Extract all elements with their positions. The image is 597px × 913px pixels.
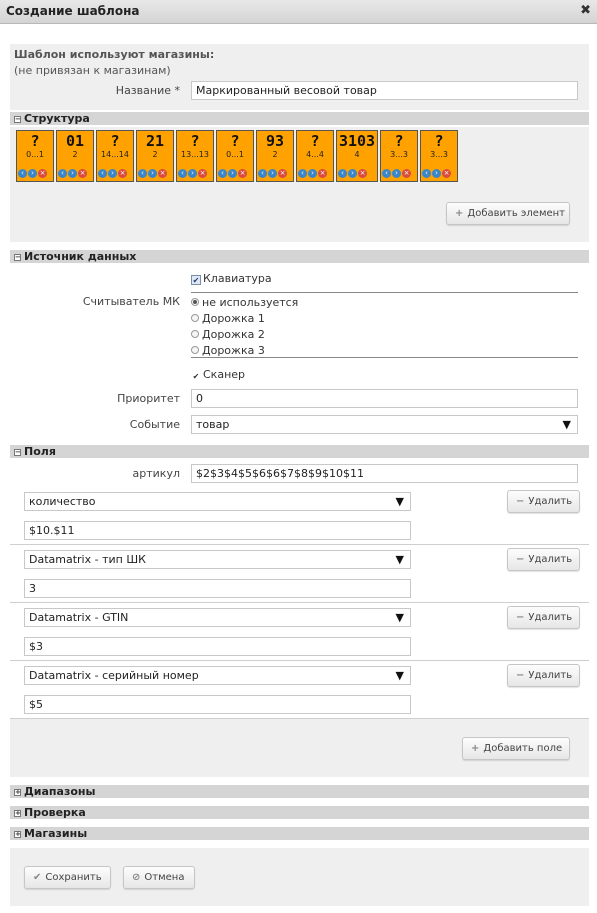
scanner-label: Сканер bbox=[203, 368, 246, 381]
section-title: Проверка bbox=[24, 806, 86, 819]
field-type-value: Datamatrix - тип ШК bbox=[29, 553, 146, 566]
tile-code: ? bbox=[230, 132, 240, 150]
section-header-stores[interactable] bbox=[10, 827, 589, 840]
field-type-value: количество bbox=[29, 495, 96, 508]
move-right-icon[interactable]: › bbox=[308, 169, 317, 178]
tile-length: 2 bbox=[152, 150, 158, 159]
structure-tile[interactable] bbox=[176, 130, 214, 182]
keyboard-checkbox[interactable] bbox=[191, 272, 272, 285]
expand-icon[interactable]: + bbox=[15, 830, 21, 838]
tile-length: 13...13 bbox=[181, 150, 209, 159]
structure-tile[interactable] bbox=[136, 130, 174, 182]
field-separator bbox=[10, 544, 589, 545]
priority-input[interactable]: 0 bbox=[191, 389, 578, 408]
move-left-icon[interactable]: ‹ bbox=[382, 169, 391, 178]
dialog-title: Создание шаблона bbox=[6, 4, 140, 18]
field-separator bbox=[10, 660, 589, 661]
structure-tile[interactable] bbox=[380, 130, 418, 182]
structure-tile[interactable] bbox=[96, 130, 134, 182]
tile-length: 4...4 bbox=[306, 150, 324, 159]
tile-code: ? bbox=[110, 132, 120, 150]
dropdown-arrow-icon[interactable]: ▼ bbox=[395, 611, 404, 624]
dropdown-arrow-icon[interactable]: ▼ bbox=[562, 418, 571, 431]
delete-field-button[interactable] bbox=[507, 664, 580, 687]
dialog-titlebar bbox=[0, 0, 597, 24]
delete-icon[interactable]: × bbox=[199, 169, 206, 177]
tile-code: ? bbox=[190, 132, 200, 150]
tile-code: 01 bbox=[65, 132, 85, 150]
reader-option-label: Дорожка 3 bbox=[202, 344, 265, 357]
delete-field-button[interactable] bbox=[507, 548, 580, 571]
dropdown-arrow-icon[interactable]: ▼ bbox=[395, 669, 404, 682]
move-right-icon[interactable]: › bbox=[348, 169, 357, 178]
field-type-select[interactable] bbox=[24, 666, 411, 685]
checkbox-checked-icon[interactable]: ✔ bbox=[192, 276, 200, 285]
name-input[interactable]: Маркированный весовой товар bbox=[191, 81, 578, 100]
keyboard-label: Клавиатура bbox=[203, 272, 272, 285]
section-header-structure[interactable] bbox=[10, 112, 589, 125]
delete-field-button[interactable] bbox=[507, 490, 580, 513]
plus-icon: + bbox=[471, 743, 480, 754]
move-left-icon[interactable]: ‹ bbox=[18, 169, 27, 178]
tile-controls bbox=[422, 169, 452, 179]
article-label: артикул bbox=[132, 467, 180, 480]
structure-tile[interactable] bbox=[256, 130, 294, 182]
reader-option[interactable] bbox=[191, 344, 265, 357]
minus-icon: − bbox=[516, 554, 525, 565]
move-left-icon[interactable]: ‹ bbox=[338, 169, 347, 178]
structure-tile[interactable] bbox=[296, 130, 334, 182]
field-type-select[interactable] bbox=[24, 492, 411, 511]
move-right-icon[interactable]: › bbox=[188, 169, 197, 178]
tile-code: ? bbox=[394, 132, 404, 150]
section-title: Магазины bbox=[24, 827, 88, 840]
minus-icon: − bbox=[516, 496, 525, 507]
move-left-icon[interactable]: ‹ bbox=[218, 169, 227, 178]
collapse-icon[interactable]: − bbox=[15, 448, 21, 456]
section-header-check[interactable] bbox=[10, 806, 589, 819]
scanner-checkbox[interactable] bbox=[191, 368, 245, 382]
tile-controls bbox=[138, 169, 168, 179]
section-title: Поля bbox=[24, 445, 56, 458]
field-type-select[interactable] bbox=[24, 608, 411, 627]
move-left-icon[interactable]: ‹ bbox=[258, 169, 267, 178]
minus-icon: − bbox=[516, 670, 525, 681]
move-right-icon[interactable]: › bbox=[28, 169, 37, 178]
tile-code: 3103 bbox=[338, 132, 376, 150]
structure-tile[interactable] bbox=[420, 130, 458, 182]
tile-code: ? bbox=[30, 132, 40, 150]
delete-icon[interactable]: × bbox=[79, 169, 86, 177]
delete-label: Удалить bbox=[528, 554, 573, 565]
move-right-icon[interactable]: › bbox=[108, 169, 117, 178]
tile-length: 0...1 bbox=[226, 150, 244, 159]
tile-length: 14...14 bbox=[101, 150, 129, 159]
radio-icon[interactable] bbox=[191, 330, 199, 338]
tile-controls bbox=[178, 169, 208, 179]
radio-icon[interactable] bbox=[191, 346, 199, 354]
tile-code: ? bbox=[434, 132, 444, 150]
structure-tile[interactable] bbox=[216, 130, 254, 182]
delete-label: Удалить bbox=[528, 496, 573, 507]
radio-selected-icon[interactable] bbox=[191, 298, 199, 306]
delete-label: Удалить bbox=[528, 612, 573, 623]
delete-icon[interactable]: × bbox=[279, 169, 286, 177]
move-right-icon[interactable]: › bbox=[68, 169, 77, 178]
dropdown-arrow-icon[interactable]: ▼ bbox=[395, 553, 404, 566]
section-title: Источник данных bbox=[24, 250, 137, 263]
structure-tile[interactable] bbox=[336, 130, 378, 182]
delete-icon[interactable]: × bbox=[359, 169, 366, 177]
reader-label: Считыватель МК bbox=[82, 295, 180, 308]
checkbox-checked-icon[interactable]: ✔ bbox=[192, 372, 200, 381]
delete-icon[interactable]: × bbox=[119, 169, 126, 177]
reader-option[interactable] bbox=[191, 328, 265, 341]
add-element-label: Добавить элемент bbox=[467, 208, 565, 219]
radio-icon[interactable] bbox=[191, 314, 199, 322]
reader-option-label: Дорожка 1 bbox=[202, 312, 265, 325]
reader-option-label: не используется bbox=[202, 296, 299, 309]
save-button[interactable] bbox=[24, 866, 111, 889]
check-icon: ✔ bbox=[33, 872, 42, 883]
tile-code: ? bbox=[310, 132, 320, 150]
cancel-button[interactable] bbox=[123, 866, 195, 889]
stores-heading: Шаблон используют магазины: bbox=[14, 48, 215, 61]
article-input[interactable]: $2$3$4$5$6$6$7$8$9$10$11 bbox=[191, 464, 578, 483]
move-left-icon[interactable]: ‹ bbox=[138, 169, 147, 178]
structure-tile[interactable] bbox=[16, 130, 54, 182]
section-header-fields[interactable] bbox=[10, 445, 589, 458]
tile-controls bbox=[218, 169, 248, 179]
event-value: товар bbox=[196, 418, 230, 431]
tile-controls bbox=[98, 169, 128, 179]
move-right-icon[interactable]: › bbox=[268, 169, 277, 178]
field-value-input[interactable]: $10.$11 bbox=[24, 521, 411, 540]
delete-icon[interactable]: × bbox=[319, 169, 326, 177]
tile-controls bbox=[58, 169, 88, 179]
field-value-input[interactable]: 3 bbox=[24, 579, 411, 598]
tile-controls bbox=[18, 169, 48, 179]
tile-controls bbox=[258, 169, 288, 179]
section-title: Диапазоны bbox=[24, 785, 96, 798]
move-right-icon[interactable]: › bbox=[148, 169, 157, 178]
name-label: Название * bbox=[115, 84, 180, 97]
delete-label: Удалить bbox=[528, 670, 573, 681]
move-left-icon[interactable]: ‹ bbox=[98, 169, 107, 178]
delete-icon[interactable]: × bbox=[403, 169, 410, 177]
move-right-icon[interactable]: › bbox=[228, 169, 237, 178]
stores-note: (не привязан к магазинам) bbox=[14, 64, 171, 77]
delete-icon[interactable]: × bbox=[443, 169, 450, 177]
field-type-select[interactable] bbox=[24, 550, 411, 569]
expand-icon[interactable]: + bbox=[15, 809, 21, 817]
field-separator bbox=[10, 602, 589, 603]
tile-controls bbox=[298, 169, 328, 179]
section-title: Структура bbox=[24, 112, 90, 125]
delete-icon[interactable]: × bbox=[159, 169, 166, 177]
structure-tile[interactable] bbox=[56, 130, 94, 182]
close-icon[interactable]: ✖ bbox=[580, 3, 591, 18]
move-right-icon[interactable]: › bbox=[432, 169, 441, 178]
section-header-source[interactable] bbox=[10, 250, 589, 263]
section-header-ranges[interactable] bbox=[10, 785, 589, 798]
tile-length: 3...3 bbox=[430, 150, 448, 159]
expand-icon[interactable]: + bbox=[15, 788, 21, 796]
event-label: Событие bbox=[129, 418, 180, 431]
tile-length: 2 bbox=[272, 150, 278, 159]
move-right-icon[interactable]: › bbox=[392, 169, 401, 178]
delete-icon[interactable]: × bbox=[39, 169, 46, 177]
tile-controls bbox=[338, 169, 368, 179]
tile-length: 3...3 bbox=[390, 150, 408, 159]
event-select[interactable] bbox=[191, 415, 578, 434]
reader-option[interactable] bbox=[191, 312, 265, 325]
field-type-value: Datamatrix - серийный номер bbox=[29, 669, 199, 682]
collapse-icon[interactable]: − bbox=[15, 253, 21, 261]
field-type-value: Datamatrix - GTIN bbox=[29, 611, 129, 624]
delete-field-button[interactable] bbox=[507, 606, 580, 629]
add-field-label: Добавить поле bbox=[483, 743, 563, 754]
minus-icon: − bbox=[516, 612, 525, 623]
field-value-input[interactable]: $5 bbox=[24, 695, 411, 714]
save-label: Сохранить bbox=[45, 872, 102, 883]
add-element-button[interactable] bbox=[446, 202, 570, 225]
dropdown-arrow-icon[interactable]: ▼ bbox=[395, 495, 404, 508]
field-value-input[interactable]: $3 bbox=[24, 637, 411, 656]
tile-length: 4 bbox=[354, 150, 360, 159]
tile-controls bbox=[382, 169, 412, 179]
move-left-icon[interactable]: ‹ bbox=[58, 169, 67, 178]
tile-code: 21 bbox=[145, 132, 165, 150]
delete-icon[interactable]: × bbox=[239, 169, 246, 177]
reader-option-label: Дорожка 2 bbox=[202, 328, 265, 341]
collapse-icon[interactable]: − bbox=[15, 115, 21, 123]
plus-icon: + bbox=[455, 208, 464, 219]
tile-code: 93 bbox=[265, 132, 285, 150]
divider bbox=[191, 357, 578, 358]
cancel-icon: ⊘ bbox=[132, 872, 141, 883]
tile-length: 2 bbox=[72, 150, 78, 159]
cancel-label: Отмена bbox=[144, 872, 185, 883]
move-left-icon[interactable]: ‹ bbox=[422, 169, 431, 178]
move-left-icon[interactable]: ‹ bbox=[178, 169, 187, 178]
reader-option[interactable] bbox=[191, 296, 298, 309]
divider bbox=[191, 292, 578, 293]
move-left-icon[interactable]: ‹ bbox=[298, 169, 307, 178]
priority-label: Приоритет bbox=[117, 392, 180, 405]
tile-length: 0...1 bbox=[26, 150, 44, 159]
add-field-button[interactable] bbox=[462, 737, 570, 760]
